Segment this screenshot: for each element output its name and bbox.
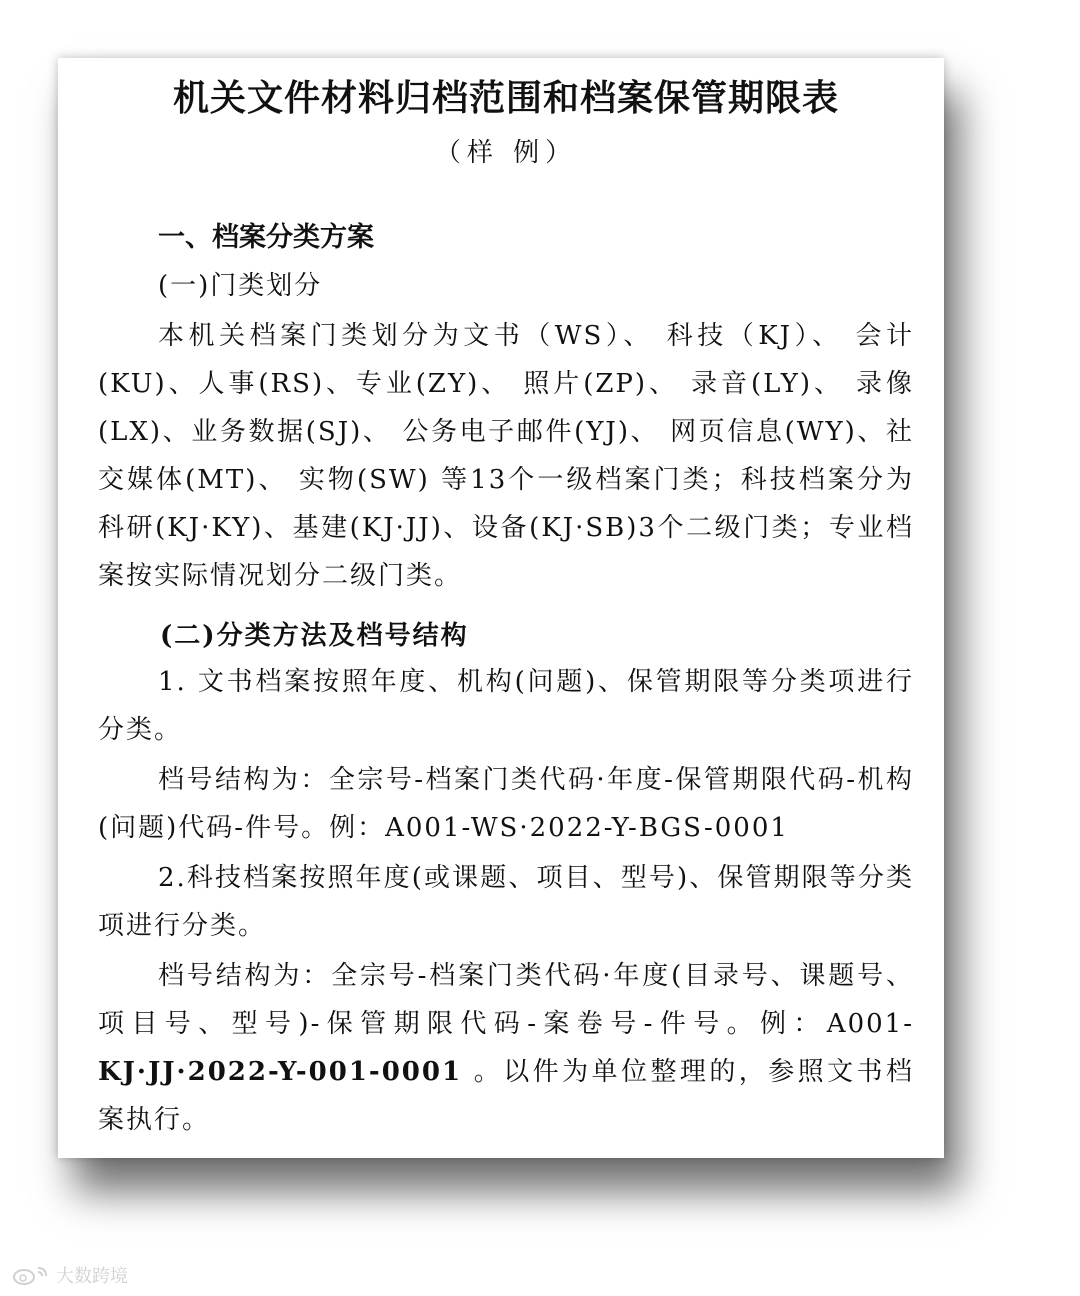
watermark-text: 大数跨境	[56, 1266, 128, 1287]
item2-structure-tail: 。以件为单位整理的，参照文书档案执行。	[98, 1057, 914, 1135]
subsection-heading-method: (二)分类方法及档号结构	[160, 621, 469, 651]
item2-archive-code: KJ·JJ·2022-Y-001-0001	[98, 1057, 463, 1087]
paragraph-categories: 本机关档案门类划分为文书（WS）、 科技（KJ）、 会计(KU)、人事(RS)、专业(ZY)、 照片(ZP)、 录音(LY)、 录像(LX)、业务数据(SJ)、 公务电子邮件(YJ)、 网页信息(WY)、社交媒体(MT)、 实物(SW) 等13个一级档案门类；科技档案分为科研(KJ·KY)、基建(KJ·JJ)、设备(KJ·SB)3个二级门类；专业档案按实际情况划分二级门类。	[98, 321, 914, 591]
paragraph-item1: 1. 文书档案按照年度、机构(问题)、保管期限等分类项进行分类。	[98, 667, 914, 745]
item2-structure-text: 档号结构为：全宗号-档案门类代码·年度(目录号、课题号、项目号、型号)-保管期限代码-案卷号-件号。例：A001-	[98, 961, 914, 1039]
weibo-logo-icon	[12, 1264, 52, 1286]
watermark	[12, 1262, 128, 1288]
document-title: 机关文件材料归档范围和档案保管期限表	[172, 77, 839, 119]
paragraph-item2-structure	[98, 952, 914, 1144]
section-heading-classification: 一、档案分类方案	[158, 222, 374, 253]
paragraph-item1-structure: 档号结构为：全宗号-档案门类代码·年度-保管期限代码-机构(问题)代码-件号。例：A001-WS·2022-Y-BGS-0001	[98, 765, 914, 843]
subsection-heading-categories: (一)门类划分	[158, 271, 323, 301]
document-subtitle: （样 例）	[434, 138, 578, 168]
paragraph-item2: 2.科技档案按照年度(或课题、项目、型号)、保管期限等分类项进行分类。	[98, 863, 914, 941]
document-page	[58, 58, 944, 1158]
